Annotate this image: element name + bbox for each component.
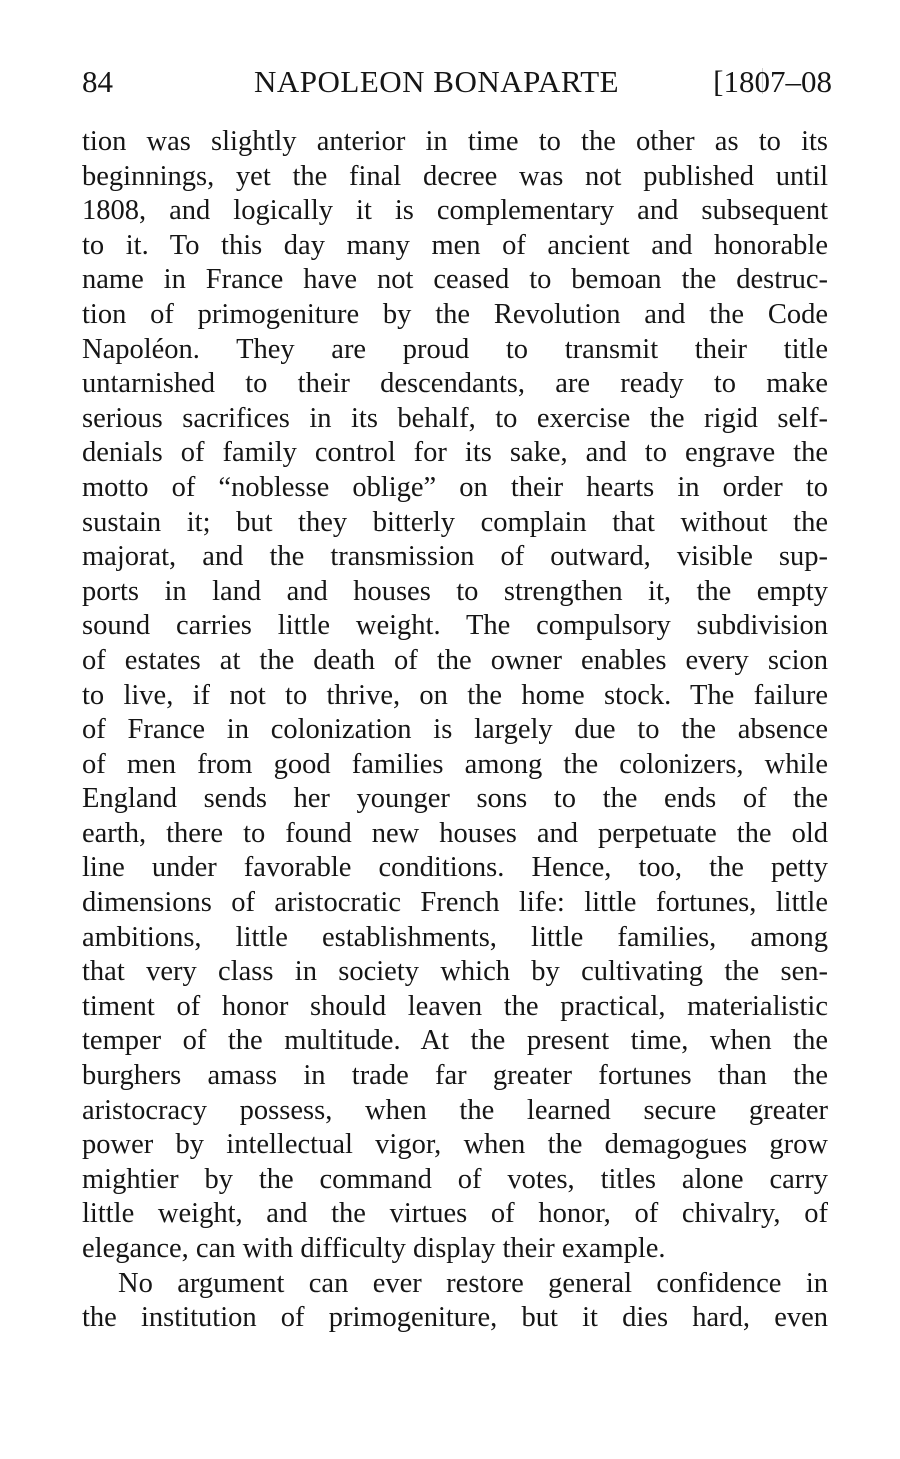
text-line: beginnings, yet the final decree was not published until [82,160,828,192]
text-line: earth, there to found new houses and perpetuate the old [82,817,828,849]
text-line: sustain it; but they bitterly complain that without the [82,506,828,538]
text-line: sound carries little weight. The compulsory subdivision [82,610,828,642]
body-text [82,125,828,1336]
text-line: of estates at the death of the owner enables every scion [82,644,828,676]
running-date-range: [1807–08 [713,64,832,99]
text-line: England sends her younger sons to the ends of the [82,783,828,815]
text-line: name in France have not ceased to bemoan the destruc- [82,264,828,296]
text-line: of men from good families among the colonizers, while [82,748,828,780]
text-line: burghers amass in trade far greater fortunes than the [82,1060,828,1092]
text-line: mightier by the command of votes, titles alone carry [82,1163,828,1195]
text-line: the institution of primogeniture, but it dies hard, even [82,1302,828,1334]
text-line: dimensions of aristocratic French life: little fortunes, little [82,887,828,919]
text-line: that very class in society which by cultivating the sen- [82,956,828,988]
text-line: temper of the multitude. At the present time, when the [82,1025,828,1057]
text-line: line under favorable conditions. Hence, too, the petty [82,852,828,884]
text-line: No argument can ever restore general confidence in [118,1267,828,1299]
running-title: NAPOLEON BONAPARTE [254,64,620,99]
paragraph-2 [82,1267,828,1336]
text-line: little weight, and the virtues of honor, of chivalry, of [82,1198,828,1230]
text-line: serious sacrifices in its behalf, to exercise the rigid self- [82,402,828,434]
text-line: tion was slightly anterior in time to the other as to its [82,126,828,157]
text-line: power by intellectual vigor, when the demagogues grow [82,1129,828,1161]
text-line: elegance, can with difficulty display their example. [82,1233,666,1264]
text-line: ports in land and houses to strengthen it, the empty [82,575,828,607]
text-line: timent of honor should leaven the practical, materialistic [82,990,828,1022]
text-line: untarnished to their descendants, are ready to make [82,368,828,400]
text-line: to live, if not to thrive, on the home stock. The failure [82,679,828,711]
text-line: tion of primogeniture by the Revolution and the Code [82,298,828,330]
paragraph-1 [82,125,828,1267]
text-line: denials of family control for its sake, and to engrave the [82,437,828,469]
text-line: of France in colonization is largely due to the absence [82,714,828,746]
running-head [82,62,832,102]
text-line: 1808, and logically it is complementary and subsequent [82,195,828,227]
page-number: 84 [82,64,113,99]
text-line: to it. To this day many men of ancient and honorable [82,229,828,261]
text-line: ambitions, little establishments, little families, among [82,921,828,953]
text-line: motto of “noblesse oblige” on their hearts in order to [82,471,828,503]
text-line: Napoléon. They are proud to transmit their title [82,333,828,365]
text-line: majorat, and the transmission of outward, visible sup- [82,541,828,573]
text-line: aristocracy possess, when the learned secure greater [82,1094,828,1126]
